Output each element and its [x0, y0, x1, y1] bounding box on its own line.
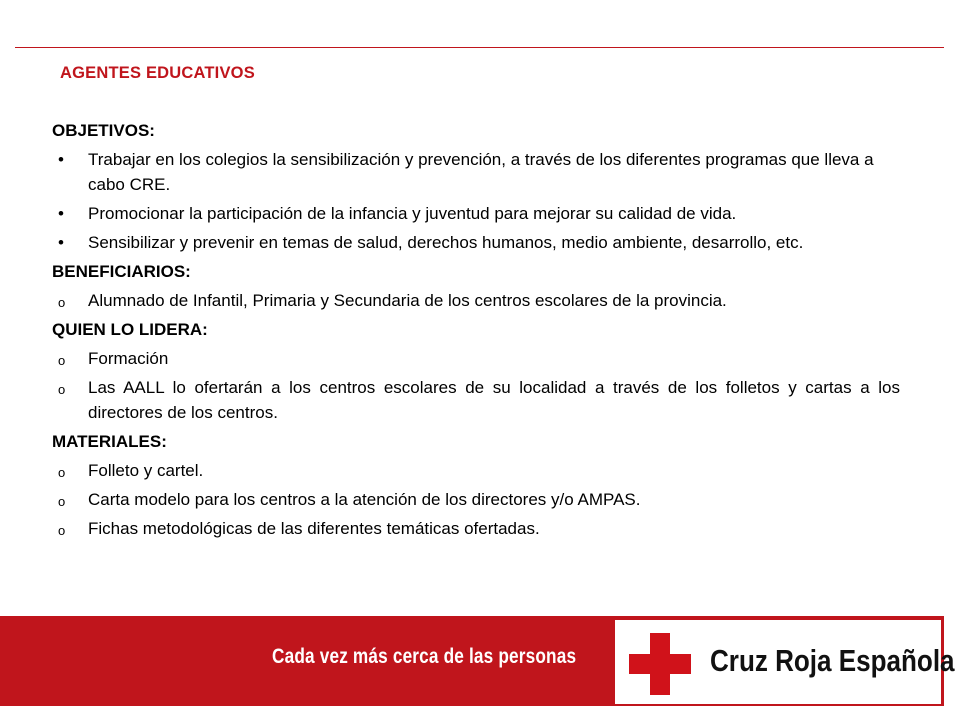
top-divider [15, 47, 944, 48]
circle-bullet-marker: o [58, 523, 66, 538]
list-item-text: Carta modelo para los centros a la atención de los directores y/o AMPAS. [88, 490, 641, 509]
brand-name: Cruz Roja Española [710, 643, 955, 678]
list-item-text: Alumnado de Infantil, Primaria y Secundaria de los centros escolares de la provincia. [88, 291, 727, 310]
slide-title: AGENTES EDUCATIVOS [60, 64, 255, 82]
circle-bullet-marker: o [58, 382, 66, 397]
list-item [52, 201, 900, 226]
circle-bullet-marker: o [58, 494, 66, 509]
materiales-list [52, 458, 900, 541]
objetivos-heading: OBJETIVOS: [52, 121, 155, 140]
quien-lo-lidera-list [52, 346, 900, 425]
objetivos-list [52, 147, 900, 255]
list-item [52, 346, 900, 371]
list-item [52, 487, 900, 512]
footer-banner [0, 616, 955, 706]
list-item [52, 375, 900, 425]
beneficiarios-list [52, 288, 900, 313]
bullet-marker: • [58, 150, 64, 169]
list-item [52, 458, 900, 483]
list-item-text: Trabajar en los colegios la sensibilización y prevención, a través de los diferentes programas que lleva a cabo CRE. [88, 150, 874, 194]
footer-slogan: Cada vez más cerca de las personas [272, 645, 577, 668]
list-item-text: Folleto y cartel. [88, 461, 204, 480]
list-item [52, 230, 900, 255]
red-cross-icon [629, 633, 691, 695]
list-item-text: Formación [88, 349, 169, 368]
list-item-text: Fichas metodológicas de las diferentes temáticas ofertadas. [88, 519, 540, 538]
bullet-marker: • [58, 204, 64, 223]
brand-logo [615, 620, 955, 704]
materiales-heading: MATERIALES: [52, 432, 167, 451]
circle-bullet-marker: o [58, 295, 66, 310]
list-item-text: Promocionar la participación de la infancia y juventud para mejorar su calidad de vida. [88, 204, 737, 223]
bullet-marker: • [58, 233, 64, 252]
quien-lo-lidera-heading: QUIEN LO LIDERA: [52, 320, 208, 339]
list-item [52, 516, 900, 541]
circle-bullet-marker: o [58, 353, 66, 368]
list-item-text: Las AALL lo ofertarán a los centros escolares de su localidad a través de los folletos y cartas a los directores de los centros. [88, 378, 900, 422]
slide-content [52, 118, 900, 545]
list-item [52, 288, 900, 313]
beneficiarios-heading: BENEFICIARIOS: [52, 262, 191, 281]
list-item-text: Sensibilizar y prevenir en temas de salud, derechos humanos, medio ambiente, desarrollo, etc. [88, 233, 804, 252]
list-item [52, 147, 900, 197]
circle-bullet-marker: o [58, 465, 66, 480]
